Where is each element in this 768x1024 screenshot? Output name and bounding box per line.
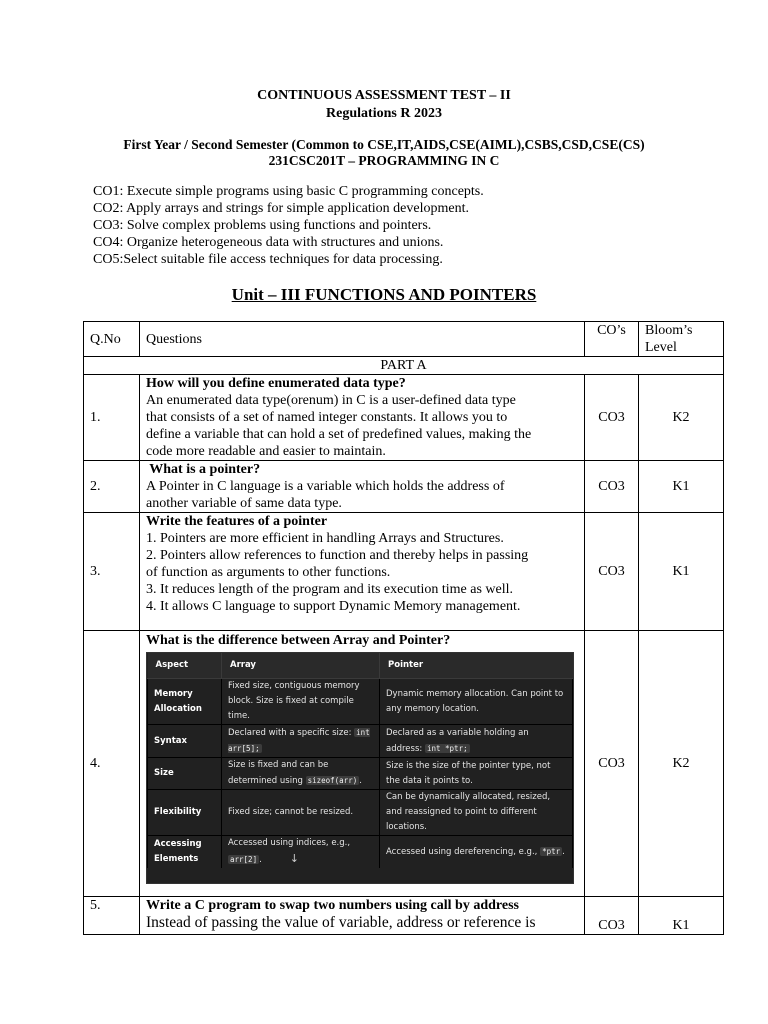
pointer-cell: Dynamic memory allocation. Can point to any memory location. xyxy=(380,679,573,725)
answer-line: of function as arguments to other functions. xyxy=(146,565,391,580)
code-snippet: arr[2] xyxy=(230,855,258,864)
comparison-row xyxy=(148,679,573,725)
array-cell xyxy=(222,836,380,869)
co-value: CO3 xyxy=(585,513,639,631)
pointer-header: Pointer xyxy=(380,653,573,679)
question-heading: What is the difference between Array and Pointer? xyxy=(146,633,451,648)
unit-title: Unit – III FUNCTIONS AND POINTERS xyxy=(231,285,537,304)
course-outcome: CO5:Select suitable file access techniques for data processing. xyxy=(93,252,443,267)
table-row xyxy=(84,513,724,631)
part-row xyxy=(84,357,724,375)
comparison-row xyxy=(148,725,573,758)
answer-line: 3. It reduces length of the program and its execution time as well. xyxy=(146,582,514,597)
aspect-cell: Size xyxy=(148,758,222,790)
pointer-cell: Size is the size of the pointer type, not the data it points to. xyxy=(380,758,573,790)
code-snippet: *ptr xyxy=(542,847,561,856)
answer-line: code more readable and easier to maintain. xyxy=(146,444,386,459)
co-value: CO3 xyxy=(585,375,639,461)
cell-text: Size is fixed and can be determined using xyxy=(228,760,329,786)
co-value: CO3 xyxy=(585,631,639,897)
regulations: Regulations R 2023 xyxy=(326,106,442,121)
comparison-table xyxy=(147,653,573,868)
level-value: K2 xyxy=(639,375,724,461)
question-heading: How will you define enumerated data type? xyxy=(146,376,406,391)
question-number: 4. xyxy=(84,631,140,897)
aspect-cell xyxy=(148,836,222,869)
question-cell xyxy=(140,513,585,631)
answer-line: 4. It allows C language to support Dynamic Memory management. xyxy=(146,599,521,614)
question-heading: Write a C program to swap two numbers using call by address xyxy=(146,898,519,913)
qno-header: Q.No xyxy=(84,322,140,357)
co-value: CO3 xyxy=(585,897,639,935)
table-row xyxy=(84,897,724,935)
comparison-row xyxy=(148,790,573,836)
aspect-line: Memory xyxy=(154,688,193,699)
co-value: CO3 xyxy=(585,461,639,513)
pointer-cell xyxy=(380,725,573,758)
cell-text: Declared with a specific size: xyxy=(228,728,355,738)
cell-text: Accessed using dereferencing, e.g., xyxy=(386,847,541,857)
table-header-row xyxy=(84,322,724,357)
answer-line: 2. Pointers allow references to function and thereby helps in passing xyxy=(146,548,529,563)
answer-line: Instead of passing the value of variable, address or reference is xyxy=(146,914,536,931)
pointer-cell: Can be dynamically allocated, resized, and reassigned to point to different locations. xyxy=(380,790,573,836)
question-number: 3. xyxy=(84,513,140,631)
comparison-row xyxy=(148,836,573,869)
comparison-row xyxy=(148,758,573,790)
level-value: K1 xyxy=(639,513,724,631)
array-cell xyxy=(222,725,380,758)
blooms-header-line: Bloom’s xyxy=(645,323,693,338)
answer-line: 1. Pointers are more efficient in handling Arrays and Structures. xyxy=(146,531,504,546)
array-cell: Fixed size, contiguous memory block. Size is fixed at compile time. xyxy=(222,679,380,725)
aspect-header: Aspect xyxy=(148,653,222,679)
question-cell xyxy=(140,897,585,935)
course-outcome: CO1: Execute simple programs using basic C programming concepts. xyxy=(93,184,484,199)
answer-line: A Pointer in C language is a variable which holds the address of xyxy=(146,479,505,494)
pointer-cell xyxy=(380,836,573,869)
answer-line: that consists of a set of named integer constants. It allows you to xyxy=(146,410,508,425)
aspect-cell: Syntax xyxy=(148,725,222,758)
level-value: K1 xyxy=(639,461,724,513)
comparison-header-row xyxy=(148,653,573,679)
question-cell xyxy=(140,375,585,461)
answer-line: define a variable that can hold a set of predefined values, making the xyxy=(146,427,532,442)
course-outcome: CO3: Solve complex problems using functions and pointers. xyxy=(93,218,432,233)
cell-text: . xyxy=(259,855,262,865)
answer-line: An enumerated data type(orenum) in C is a user-defined data type xyxy=(146,393,516,408)
comparison-screenshot xyxy=(146,652,574,884)
blooms-header xyxy=(639,322,724,357)
level-value: K1 xyxy=(639,897,724,935)
array-header: Array xyxy=(222,653,380,679)
question-cell xyxy=(140,461,585,513)
course-line: 231CSC201T – PROGRAMMING IN C xyxy=(268,153,500,168)
question-number: 2. xyxy=(84,461,140,513)
code-snippet: sizeof(arr) xyxy=(307,776,358,785)
arrow-down-icon[interactable]: ↓ xyxy=(289,852,300,865)
array-cell xyxy=(222,758,380,790)
array-cell: Fixed size; cannot be resized. xyxy=(222,790,380,836)
answer-line: another variable of same data type. xyxy=(146,496,342,511)
course-outcome: CO4: Organize heterogeneous data with structures and unions. xyxy=(93,235,444,250)
level-value: K2 xyxy=(639,631,724,897)
aspect-line: Accessing xyxy=(154,839,202,849)
question-heading: Write the features of a pointer xyxy=(146,514,328,529)
test-title: CONTINUOUS ASSESSMENT TEST – II xyxy=(257,88,511,103)
question-number: 1. xyxy=(84,375,140,461)
table-row xyxy=(84,375,724,461)
code-snippet: int arr[5]; xyxy=(228,728,370,753)
question-number: 5. xyxy=(84,897,140,935)
course-outcomes xyxy=(93,183,484,268)
cell-text: Declared as a variable holding an address: xyxy=(386,727,529,754)
table-row xyxy=(84,631,724,897)
blooms-header-line: Level xyxy=(645,340,677,355)
aspect-line: Allocation xyxy=(154,703,202,714)
question-heading: What is a pointer? xyxy=(146,462,261,477)
questions-header: Questions xyxy=(140,322,585,357)
cell-text: . xyxy=(359,776,362,786)
co-header: CO’s xyxy=(585,322,639,357)
table-row xyxy=(84,461,724,513)
aspect-line: Elements xyxy=(154,854,199,864)
cell-text: Accessed using indices, e.g., xyxy=(228,838,351,848)
part-label: PART A xyxy=(84,357,724,375)
question-cell xyxy=(140,631,585,897)
year-line: First Year / Second Semester (Common to CSE,IT,AIDS,CSE(AIML),CSBS,CSD,CSE(CS) xyxy=(123,137,645,152)
questions-table xyxy=(83,321,724,935)
code-snippet: int *ptr; xyxy=(426,743,468,753)
course-outcome: CO2: Apply arrays and strings for simple application development. xyxy=(93,201,469,216)
cell-text: . xyxy=(562,847,565,857)
aspect-cell: Flexibility xyxy=(148,790,222,836)
aspect-cell xyxy=(148,679,222,725)
